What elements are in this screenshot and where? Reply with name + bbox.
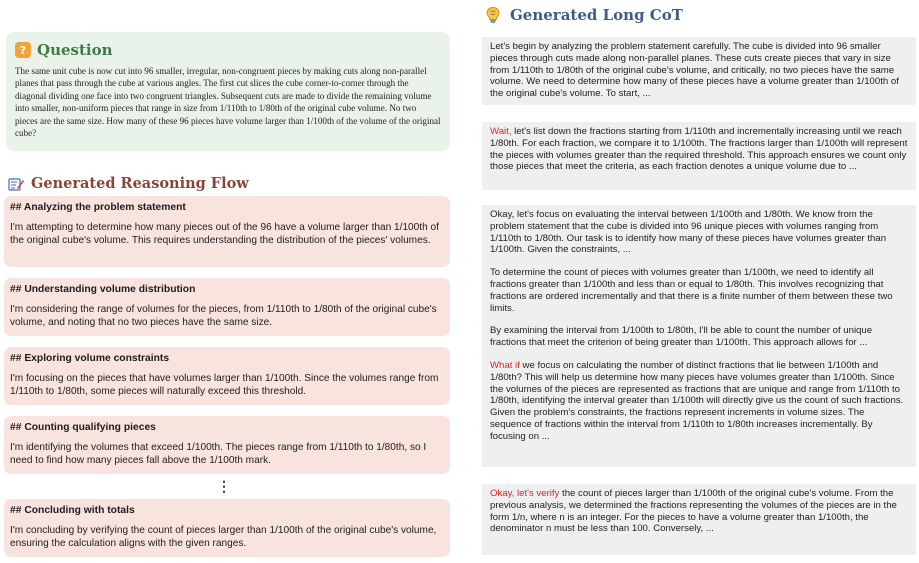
reasoning-step-text: I'm focusing on the pieces that have volumes larger than 1/100th. Since the volumes range from 1/110th to 1/80th, some pieces will naturally exceed this threshold.	[10, 373, 439, 397]
cot-text: Okay, let's focus on evaluating the interval between 1/100th and 1/80th. We know from the problem statement that the cube is divided into 96 unique pieces with volumes ranging from 1/110th to 1/80th. Our task is to identify how many of these pieces have volumes greater than 1/100th. Given the constraints, ...	[490, 209, 887, 256]
cot-text: By examining the interval from 1/100th to 1/80th, I'll be able to count the number of unique fractions that meet the criterion of being greater than 1/100th. This approach allows for ...	[490, 325, 873, 349]
reasoning-step-text: I'm identifying the volumes that exceed 1/100th. The pieces range from 1/110th to 1/80th, so I need to find how many pieces fall above the 1/100th mark.	[10, 442, 427, 466]
reasoning-step	[4, 416, 450, 474]
cot-keyword: What if	[490, 359, 520, 371]
cot-block	[482, 205, 916, 467]
long-cot-header	[484, 6, 683, 24]
cot-paragraph	[490, 488, 908, 535]
reasoning-step-text: I'm concluding by verifying the count of pieces larger than 1/100th of the original cube's volume, ensuring the calculation aligns with the given ranges.	[10, 525, 437, 549]
question-title: Question	[37, 41, 113, 59]
cot-paragraph	[490, 126, 908, 173]
question-mark-icon: ?	[15, 42, 31, 58]
reasoning-step-title: ## Concluding with totals	[10, 505, 135, 516]
cot-text: we focus on calculating the number of distinct fractions that lie between 1/100th and 1/80th? This will help us determine how many pieces have volumes greater than 1/100th. Since the volumes of the pieces are represented as fractions that are unique and range from 1/110th to 1/80th, identifying the interval greater than 1/100th will directly give us the count of such fractions. Given the problem's constraints, the fractions represent increments in volume sizes. The sequence of fractions within the interval from 1/110th to 1/80th increases incrementally. By focusing on ...	[490, 359, 904, 442]
notepad-pencil-icon	[8, 177, 24, 191]
reasoning-flow-title: Generated Reasoning Flow	[31, 175, 249, 192]
cot-paragraph	[490, 267, 908, 314]
cot-block	[482, 37, 916, 105]
question-header	[15, 40, 441, 60]
reasoning-flow-header	[8, 175, 249, 192]
reasoning-step-text: I'm considering the range of volumes for the pieces, from 1/110th to 1/80th of the original cube's volume, and noting that no two pieces have the same size.	[10, 304, 437, 328]
cot-text: Let's begin by analyzing the problem statement carefully. The cube is divided into 96 smaller pieces through cuts made along non-parallel planes. These cuts create pieces that vary in size from 1/110th to 1/80th of the original cube's volume, and critically, no two pieces have the same volume. We need to determine how many of these pieces have a volume greater than 1/100th of the original cube's volume. To start, ...	[490, 41, 899, 100]
cot-keyword: Okay, let's verify	[490, 488, 560, 499]
reasoning-step	[4, 278, 450, 336]
reasoning-step	[4, 347, 450, 405]
cot-block	[482, 484, 916, 555]
reasoning-step-text: I'm attempting to determine how many pieces out of the 96 have a volume larger than 1/100th of the original cube's volume. This requires understanding the distribution of the pieces' volumes.	[10, 222, 439, 246]
reasoning-step-title: ## Exploring volume constraints	[10, 353, 170, 364]
question-text: The same unit cube is now cut into 96 smaller, irregular, non-congruent pieces by making cuts along non-parallel planes that pass through the cube at various angles. The first cut slices the cube corner-to-corner through the diagonal dividing one face into two congruent triangles. Subsequent cuts are made to divide the remaining volume into smaller, non-uniform pieces that range in size from 1/110th to 1/80th of the original cube volume. No two pieces are the same size. How many of these 96 pieces have volume larger than 1/100th of the volume of the original cube?	[15, 66, 441, 139]
cot-text: let's list down the fractions starting from 1/110th and incrementally increasing until we reach 1/80th. For each fraction, we compare it to 1/100th. The fractions larger than 1/100th will represent the pieces with volumes greater than the required threshold. This approach ensures we count only those pieces that meet the criteria, as each fraction denotes a unique volume due to ...	[490, 126, 908, 173]
cot-text: To determine the count of pieces with volumes greater than 1/100th, we need to identify all fractions greater than 1/100th and less than or equal to 1/80th. This involves recognizing that fractions are ordered incrementally and that there is a finite number of them between these two limits.	[490, 267, 893, 314]
ellipsis-vertical: ⋮	[217, 478, 231, 494]
reasoning-step-title: ## Analyzing the problem statement	[10, 202, 186, 213]
cot-paragraph	[490, 41, 908, 100]
cot-paragraph	[490, 360, 908, 443]
reasoning-step	[4, 196, 450, 267]
cot-keyword: Wait,	[490, 126, 512, 137]
cot-text: the count of pieces larger than 1/100th of the original cube's volume. From the previous analysis, we determined the fractions representing the volumes of the pieces are in the form 1/n, where n is an integer. For the pieces to have a volume greater than 1/100th, the denominator n must be less than 100. Conversely, ...	[490, 488, 897, 535]
cot-paragraph	[490, 325, 908, 349]
reasoning-step-title: ## Understanding volume distribution	[10, 284, 196, 295]
question-card	[6, 32, 450, 151]
lightbulb-brain-icon	[484, 6, 502, 24]
cot-paragraph	[490, 209, 908, 256]
reasoning-step	[4, 499, 450, 557]
cot-block	[482, 122, 916, 190]
reasoning-step-title: ## Counting qualifying pieces	[10, 422, 156, 433]
long-cot-title: Generated Long CoT	[510, 6, 683, 24]
